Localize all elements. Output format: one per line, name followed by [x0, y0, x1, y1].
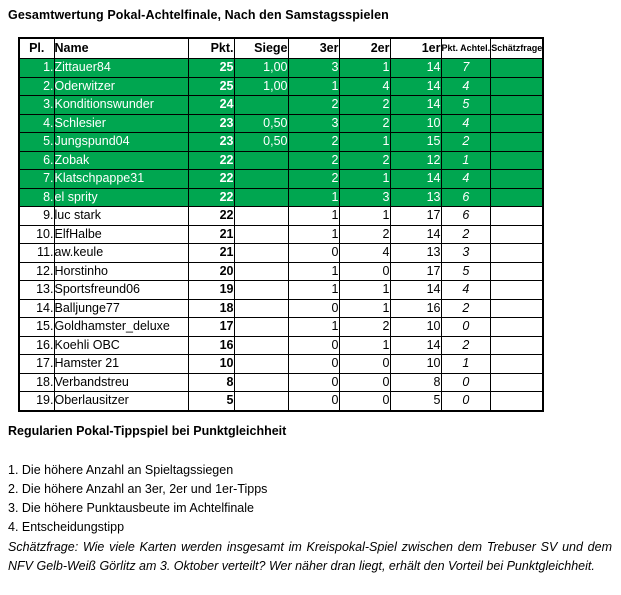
rule-item-3: 3. Die höhere Punktausbeute im Achtelfinale [8, 501, 254, 515]
cell-place: 4. [19, 114, 54, 133]
cell-1er: 5 [390, 392, 441, 411]
cell-name: Verbandstreu [54, 373, 188, 392]
cell-siege: 0,50 [234, 114, 288, 133]
cell-1er: 14 [390, 77, 441, 96]
cell-pkt-achtel: 7 [441, 59, 491, 78]
cell-name: ElfHalbe [54, 225, 188, 244]
cell-2er: 1 [339, 170, 390, 189]
cell-siege: 1,00 [234, 59, 288, 78]
cell-name: Hamster 21 [54, 355, 188, 374]
cell-schaetzfrage [491, 318, 544, 337]
cell-3er: 1 [288, 318, 339, 337]
cell-points: 10 [188, 355, 234, 374]
cell-3er: 0 [288, 336, 339, 355]
cell-pkt-achtel: 5 [441, 262, 491, 281]
column-header-1er: 1er [390, 38, 441, 59]
cell-2er: 1 [339, 133, 390, 152]
cell-schaetzfrage [491, 225, 544, 244]
cell-place: 17. [19, 355, 54, 374]
cell-pkt-achtel: 4 [441, 77, 491, 96]
standings-body [19, 59, 543, 411]
rules-list [8, 461, 267, 537]
guess-question-paragraph: Schätzfrage: Wie viele Karten werden insgesamt im Kreispokal-Spiel zwischen dem Trebuser SV und dem NFV Gelb-Weiß Görlitz am 3. Oktober verteilt? Wer näher dran liegt, erhält den Vorteil bei Punktgleichheit. [8, 540, 612, 574]
cell-schaetzfrage [491, 59, 544, 78]
cell-points: 25 [188, 77, 234, 96]
cell-3er: 1 [288, 262, 339, 281]
cell-2er: 4 [339, 77, 390, 96]
cell-2er: 0 [339, 392, 390, 411]
cell-2er: 0 [339, 355, 390, 374]
cell-2er: 3 [339, 188, 390, 207]
cell-1er: 14 [390, 96, 441, 115]
cell-3er: 2 [288, 133, 339, 152]
table-row [19, 392, 543, 411]
cell-schaetzfrage [491, 170, 544, 189]
cell-3er: 1 [288, 207, 339, 226]
cell-pkt-achtel: 0 [441, 373, 491, 392]
cell-schaetzfrage [491, 114, 544, 133]
cell-1er: 14 [390, 336, 441, 355]
cell-schaetzfrage [491, 336, 544, 355]
cell-3er: 0 [288, 392, 339, 411]
cell-pkt-achtel: 4 [441, 114, 491, 133]
cell-schaetzfrage [491, 151, 544, 170]
cell-points: 25 [188, 59, 234, 78]
cell-points: 16 [188, 336, 234, 355]
cell-place: 9. [19, 207, 54, 226]
cell-name: aw.keule [54, 244, 188, 263]
table-row [19, 244, 543, 263]
table-row [19, 281, 543, 300]
cell-1er: 16 [390, 299, 441, 318]
cell-3er: 0 [288, 355, 339, 374]
cell-3er: 0 [288, 244, 339, 263]
cell-2er: 2 [339, 96, 390, 115]
cell-siege [234, 207, 288, 226]
cell-schaetzfrage [491, 262, 544, 281]
cell-pkt-achtel: 3 [441, 244, 491, 263]
cell-2er: 1 [339, 207, 390, 226]
cell-place: 10. [19, 225, 54, 244]
cell-pkt-achtel: 2 [441, 225, 491, 244]
cell-pkt-achtel: 5 [441, 96, 491, 115]
table-row [19, 170, 543, 189]
cell-1er: 17 [390, 207, 441, 226]
table-row [19, 225, 543, 244]
cell-name: Goldhamster_deluxe [54, 318, 188, 337]
cell-siege [234, 318, 288, 337]
cell-place: 16. [19, 336, 54, 355]
cell-points: 22 [188, 188, 234, 207]
cell-place: 3. [19, 96, 54, 115]
cell-1er: 10 [390, 355, 441, 374]
column-header-pkt: Pkt. [188, 38, 234, 59]
cell-name: Zittauer84 [54, 59, 188, 78]
cell-schaetzfrage [491, 355, 544, 374]
cell-1er: 13 [390, 244, 441, 263]
cell-siege [234, 96, 288, 115]
cell-schaetzfrage [491, 299, 544, 318]
cell-3er: 0 [288, 373, 339, 392]
cell-siege [234, 336, 288, 355]
cell-points: 22 [188, 207, 234, 226]
cell-2er: 2 [339, 225, 390, 244]
cell-points: 18 [188, 299, 234, 318]
cell-1er: 10 [390, 114, 441, 133]
cell-1er: 15 [390, 133, 441, 152]
cell-3er: 3 [288, 59, 339, 78]
cell-place: 14. [19, 299, 54, 318]
table-row [19, 336, 543, 355]
cell-1er: 14 [390, 281, 441, 300]
cell-2er: 0 [339, 373, 390, 392]
cell-points: 21 [188, 244, 234, 263]
page-title: Gesamtwertung Pokal-Achtelfinale, Nach den Samstagsspielen [8, 8, 389, 22]
cell-2er: 0 [339, 262, 390, 281]
table-row [19, 262, 543, 281]
cell-name: Schlesier [54, 114, 188, 133]
cell-points: 23 [188, 114, 234, 133]
header-row [19, 38, 543, 59]
cell-siege [234, 392, 288, 411]
table-row [19, 77, 543, 96]
table-row [19, 373, 543, 392]
column-header-schaetzfrage: Schätzfrage [491, 38, 544, 59]
cell-siege [234, 281, 288, 300]
cell-name: Balljunge77 [54, 299, 188, 318]
cell-3er: 2 [288, 151, 339, 170]
cell-1er: 14 [390, 59, 441, 78]
cell-schaetzfrage [491, 207, 544, 226]
cell-schaetzfrage [491, 133, 544, 152]
cell-siege [234, 373, 288, 392]
cell-place: 19. [19, 392, 54, 411]
cell-1er: 13 [390, 188, 441, 207]
table-row [19, 96, 543, 115]
cell-pkt-achtel: 6 [441, 188, 491, 207]
cell-name: el sprity [54, 188, 188, 207]
standings-table [18, 37, 544, 412]
cell-1er: 10 [390, 318, 441, 337]
cell-schaetzfrage [491, 281, 544, 300]
cell-place: 12. [19, 262, 54, 281]
cell-points: 22 [188, 170, 234, 189]
cell-3er: 0 [288, 299, 339, 318]
cell-points: 23 [188, 133, 234, 152]
cell-pkt-achtel: 1 [441, 151, 491, 170]
rule-item-1: 1. Die höhere Anzahl an Spieltagssiegen [8, 463, 234, 477]
table-row [19, 355, 543, 374]
cell-1er: 17 [390, 262, 441, 281]
cell-siege [234, 170, 288, 189]
cell-1er: 12 [390, 151, 441, 170]
cell-3er: 2 [288, 96, 339, 115]
cell-2er: 4 [339, 244, 390, 263]
cell-pkt-achtel: 1 [441, 355, 491, 374]
cell-name: Sportsfreund06 [54, 281, 188, 300]
cell-points: 19 [188, 281, 234, 300]
cell-2er: 2 [339, 318, 390, 337]
cell-2er: 1 [339, 336, 390, 355]
column-header-pkt-achtel: Pkt. Achtel. [441, 38, 491, 59]
cell-points: 8 [188, 373, 234, 392]
cell-place: 7. [19, 170, 54, 189]
cell-place: 13. [19, 281, 54, 300]
cell-place: 18. [19, 373, 54, 392]
cell-3er: 3 [288, 114, 339, 133]
cell-points: 17 [188, 318, 234, 337]
table-row [19, 318, 543, 337]
cell-place: 5. [19, 133, 54, 152]
cell-name: Koehli OBC [54, 336, 188, 355]
cell-name: Jungspund04 [54, 133, 188, 152]
table-row [19, 207, 543, 226]
cell-1er: 14 [390, 170, 441, 189]
column-header-2er: 2er [339, 38, 390, 59]
table-row [19, 59, 543, 78]
cell-2er: 2 [339, 151, 390, 170]
cell-3er: 1 [288, 281, 339, 300]
cell-points: 24 [188, 96, 234, 115]
cell-1er: 8 [390, 373, 441, 392]
cell-siege: 1,00 [234, 77, 288, 96]
cell-name: Zobak [54, 151, 188, 170]
cell-pkt-achtel: 4 [441, 170, 491, 189]
column-header-3er: 3er [288, 38, 339, 59]
cell-name: Klatschpappe31 [54, 170, 188, 189]
table-row [19, 299, 543, 318]
column-header-siege: Siege [234, 38, 288, 59]
cell-pkt-achtel: 2 [441, 336, 491, 355]
cell-pkt-achtel: 2 [441, 133, 491, 152]
cell-2er: 1 [339, 59, 390, 78]
cell-pkt-achtel: 2 [441, 299, 491, 318]
cell-siege [234, 151, 288, 170]
cell-siege [234, 225, 288, 244]
table-row [19, 151, 543, 170]
cell-place: 2. [19, 77, 54, 96]
cell-points: 22 [188, 151, 234, 170]
cell-siege: 0,50 [234, 133, 288, 152]
rule-item-4: 4. Entscheidungstipp [8, 520, 125, 534]
cell-name: Konditionswunder [54, 96, 188, 115]
table-header [19, 38, 543, 59]
cell-1er: 14 [390, 225, 441, 244]
cell-name: Oberlausitzer [54, 392, 188, 411]
cell-siege [234, 188, 288, 207]
cell-place: 11. [19, 244, 54, 263]
table-row [19, 188, 543, 207]
cell-place: 8. [19, 188, 54, 207]
cell-schaetzfrage [491, 373, 544, 392]
cell-points: 20 [188, 262, 234, 281]
cell-pkt-achtel: 0 [441, 318, 491, 337]
cell-3er: 2 [288, 170, 339, 189]
cell-points: 5 [188, 392, 234, 411]
column-header-pl: Pl. [19, 38, 54, 59]
rules-heading: Regularien Pokal-Tippspiel bei Punktgleichheit [8, 424, 287, 438]
table-row [19, 133, 543, 152]
cell-place: 15. [19, 318, 54, 337]
column-header-name: Name [54, 38, 188, 59]
cell-place: 1. [19, 59, 54, 78]
rule-item-2: 2. Die höhere Anzahl an 3er, 2er und 1er-Tipps [8, 482, 268, 496]
cell-siege [234, 262, 288, 281]
cell-2er: 2 [339, 114, 390, 133]
cell-name: luc stark [54, 207, 188, 226]
cell-schaetzfrage [491, 96, 544, 115]
cell-pkt-achtel: 0 [441, 392, 491, 411]
cell-siege [234, 355, 288, 374]
cell-schaetzfrage [491, 77, 544, 96]
cell-place: 6. [19, 151, 54, 170]
cell-points: 21 [188, 225, 234, 244]
cell-pkt-achtel: 6 [441, 207, 491, 226]
cell-3er: 1 [288, 77, 339, 96]
cell-2er: 1 [339, 281, 390, 300]
cell-schaetzfrage [491, 188, 544, 207]
cell-pkt-achtel: 4 [441, 281, 491, 300]
cell-3er: 1 [288, 188, 339, 207]
cell-siege [234, 244, 288, 263]
cell-siege [234, 299, 288, 318]
cell-schaetzfrage [491, 392, 544, 411]
table-row [19, 114, 543, 133]
cell-name: Horstinho [54, 262, 188, 281]
cell-2er: 1 [339, 299, 390, 318]
cell-name: Oderwitzer [54, 77, 188, 96]
cell-schaetzfrage [491, 244, 544, 263]
cell-3er: 1 [288, 225, 339, 244]
